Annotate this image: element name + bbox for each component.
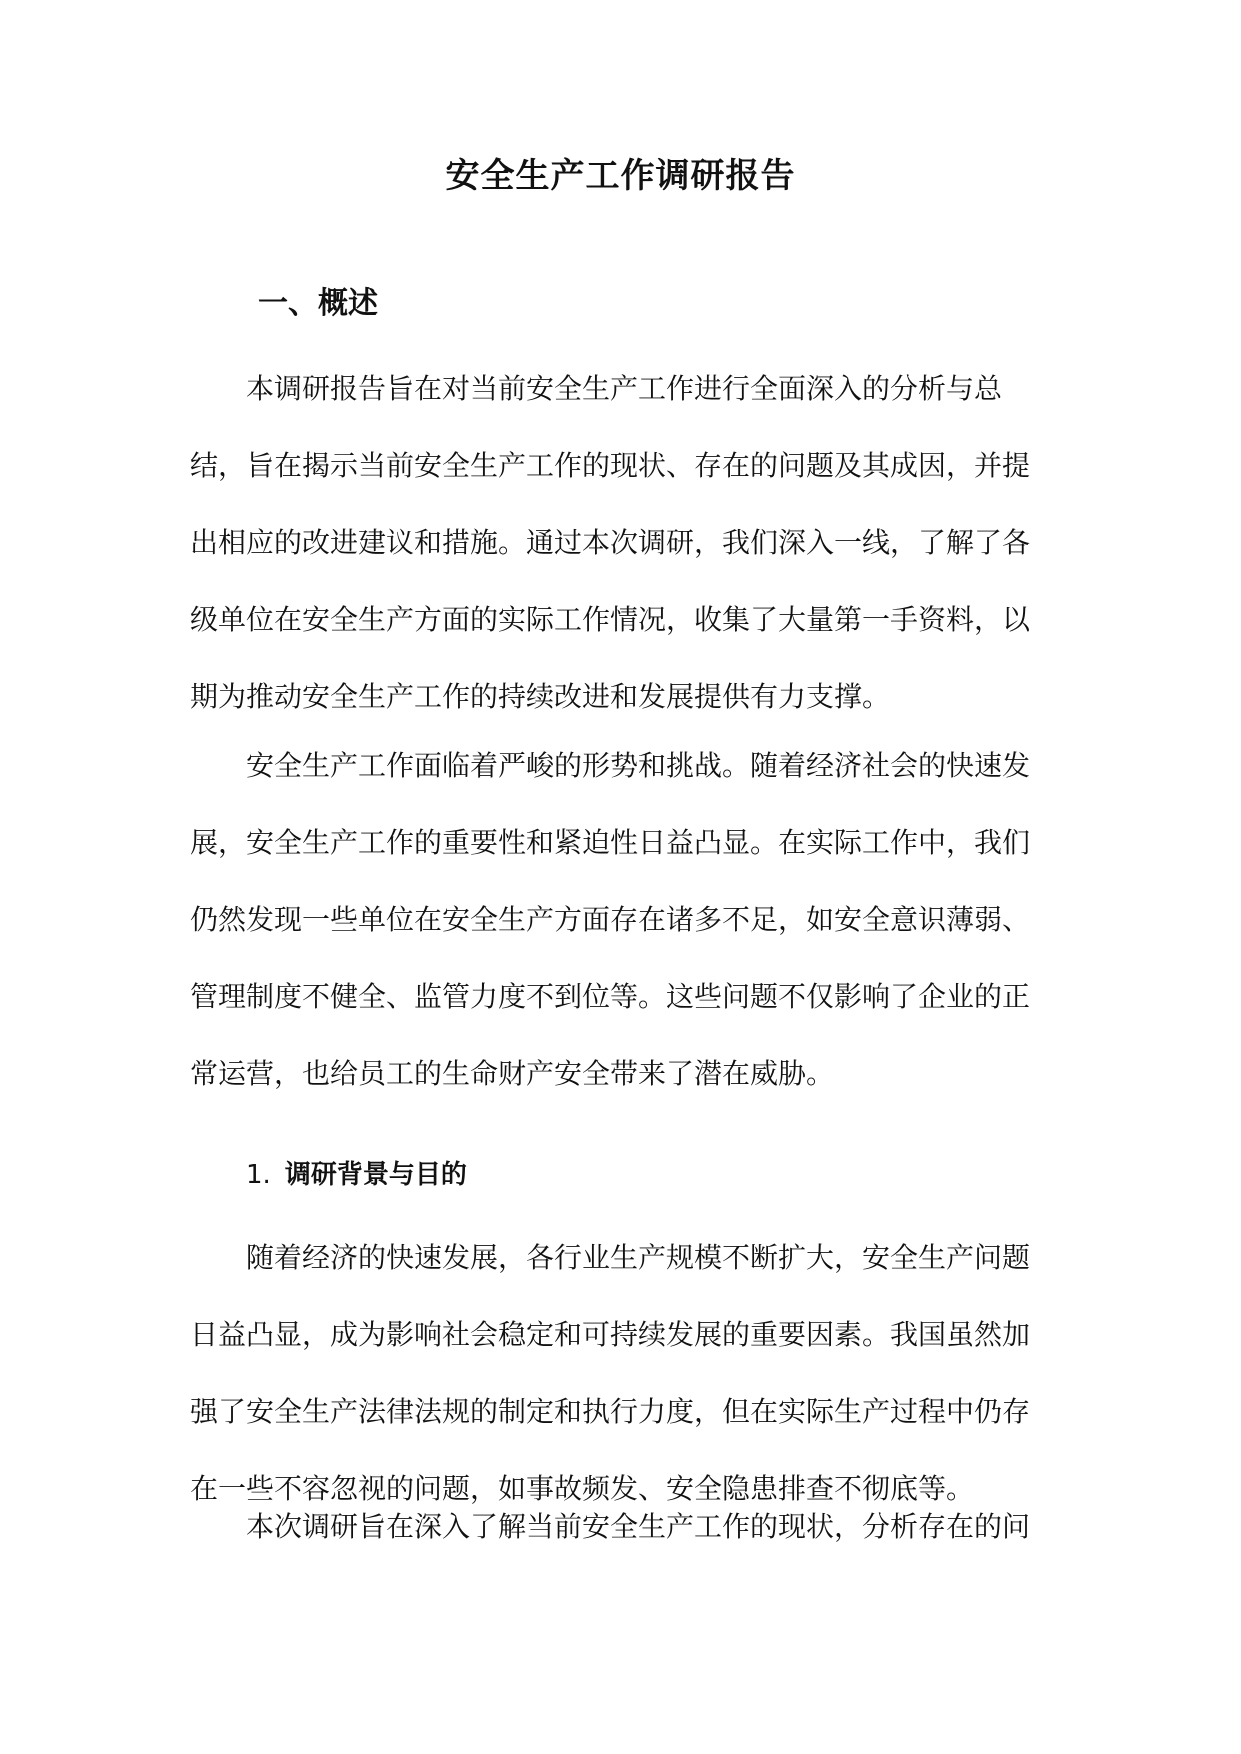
- subsection-heading: [246, 1155, 467, 1195]
- paragraph: [190, 1488, 1050, 1565]
- paragraph-line: 在一些不容忽视的问题，如事故频发、安全隐患排查不彻底等。: [190, 1472, 975, 1505]
- paragraph-line: 仍然发现一些单位在安全生产方面存在诸多不足，如安全意识薄弱、: [190, 903, 1031, 936]
- paragraph-line: 安全生产工作面临着严峻的形势和挑战。随着经济社会的快速发: [246, 749, 1031, 782]
- paragraph-line: 常运营，也给员工的生命财产安全带来了潜在威胁。: [190, 1057, 835, 1090]
- paragraph-line: 本次调研旨在深入了解当前安全生产工作的现状，分析存在的问: [246, 1510, 1031, 1543]
- paragraph-line: 管理制度不健全、监管力度不到位等。这些问题不仅影响了企业的正: [190, 980, 1031, 1013]
- section-heading-overview: 一、概述: [258, 286, 378, 321]
- paragraph-line: 级单位在安全生产方面的实际工作情况，收集了大量第一手资料，以: [190, 603, 1031, 636]
- paragraph-line: 日益凸显，成为影响社会稳定和可持续发展的重要因素。我国虽然加: [190, 1318, 1031, 1351]
- paragraph-line: 结，旨在揭示当前安全生产工作的现状、存在的问题及其成因，并提: [190, 449, 1031, 482]
- paragraph-line: 本调研报告旨在对当前安全生产工作进行全面深入的分析与总: [246, 372, 1003, 405]
- paragraph: [190, 350, 1050, 735]
- subsection-number: 1.: [246, 1160, 271, 1190]
- paragraph-line: 期为推动安全生产工作的持续改进和发展提供有力支撑。: [190, 680, 891, 713]
- subsection-title: 调研背景与目的: [284, 1160, 467, 1190]
- paragraph: [190, 1219, 1050, 1527]
- paragraph-line: 随着经济的快速发展，各行业生产规模不断扩大，安全生产问题: [246, 1241, 1031, 1274]
- paragraph: [190, 727, 1050, 1112]
- paragraph-line: 强了安全生产法律法规的制定和执行力度，但在实际生产过程中仍存: [190, 1395, 1031, 1428]
- paragraph-line: 展，安全生产工作的重要性和紧迫性日益凸显。在实际工作中，我们: [190, 826, 1031, 859]
- paragraph-line: 出相应的改进建议和措施。通过本次调研，我们深入一线，了解了各: [190, 526, 1031, 559]
- document-title: 安全生产工作调研报告: [445, 156, 796, 196]
